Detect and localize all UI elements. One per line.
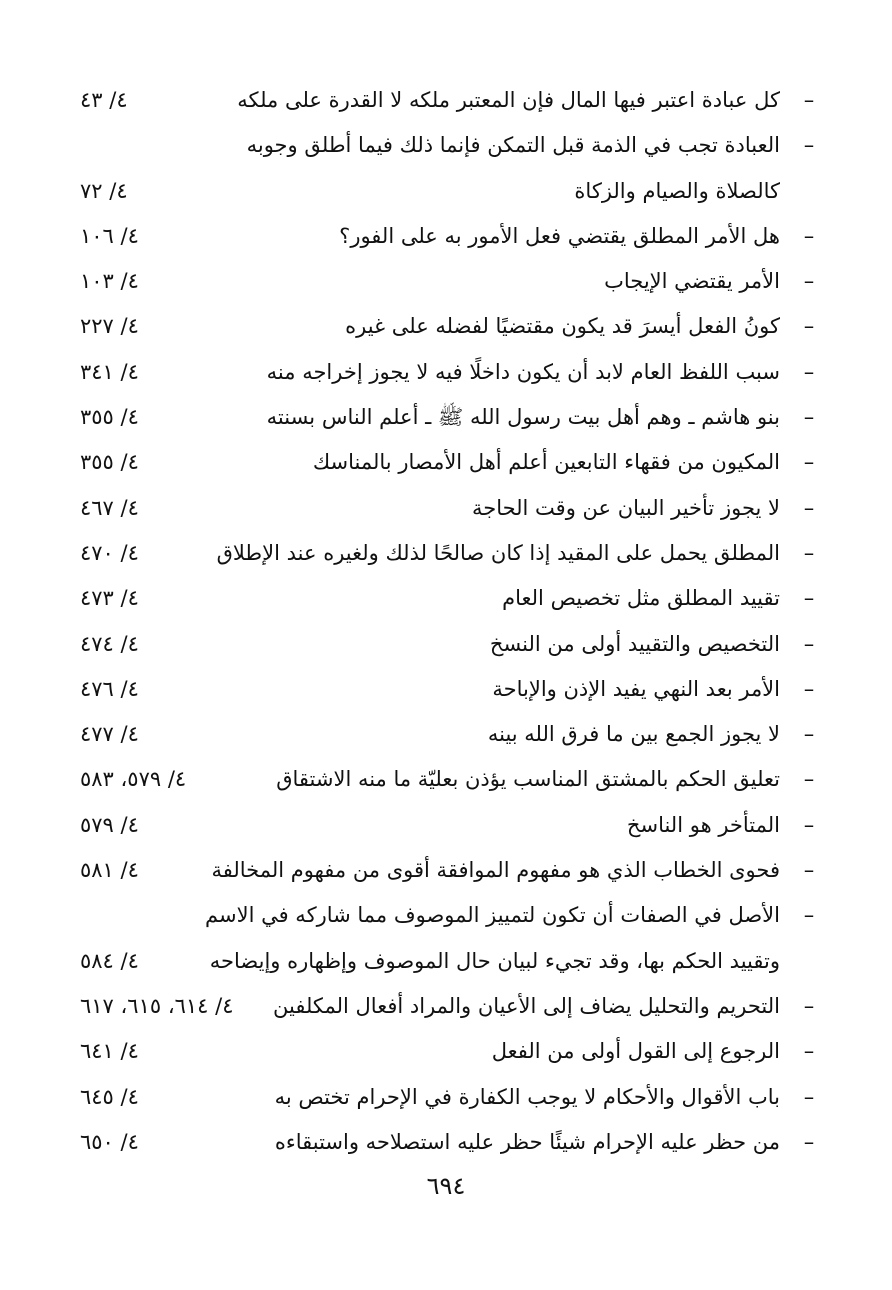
index-entry	[80, 893, 820, 984]
index-entry	[80, 304, 820, 349]
page-reference: ٤/ ٦١٤، ٦١٥، ٦١٧	[80, 993, 234, 1018]
page-number: ٦٩٤	[426, 1172, 466, 1200]
entry-text: تقييد المطلق مثل تخصيص العام	[502, 586, 780, 611]
entry-line	[80, 259, 820, 304]
entry-line	[80, 984, 820, 1029]
bullet-dash: –	[803, 586, 815, 611]
entry-text: سبب اللفظ العام لابد أن يكون داخلًا فيه لا يجوز إخراجه منه	[266, 359, 780, 384]
entry-text: المكيون من فقهاء التابعين أعلم أهل الأمصار بالمناسك	[312, 450, 780, 475]
page-reference: ٤/ ٤٧٠	[80, 540, 139, 565]
page-reference: ٤/ ٥٧٩، ٥٨٣	[80, 767, 187, 792]
entry-text: كالصلاة والصيام والزكاة	[574, 178, 780, 203]
index-entry	[80, 622, 820, 667]
bullet-dash: –	[803, 1084, 815, 1109]
page-reference: ٤/ ٦٤١	[80, 1039, 139, 1064]
bullet-dash: –	[803, 540, 815, 565]
entry-text: وتقييد الحكم بها، وقد تجيء لبيان حال الموصوف وإظهاره وإيضاحه	[209, 948, 780, 973]
entry-text: المطلق يحمل على المقيد إذا كان صالحًا لذلك ولغيره عند الإطلاق	[216, 540, 780, 565]
index-entry	[80, 803, 820, 848]
entry-line	[80, 1120, 820, 1165]
entry-line	[80, 350, 820, 395]
bullet-dash: –	[803, 314, 815, 339]
entry-text: الأمر بعد النهي يفيد الإذن والإباحة	[492, 676, 780, 701]
entry-line	[80, 622, 820, 667]
entry-text: باب الأقوال والأحكام لا يوجب الكفارة في الإحرام تختص به	[274, 1084, 780, 1109]
bullet-dash: –	[803, 631, 815, 656]
page-reference: ٤/ ٣٤١	[80, 359, 139, 384]
bullet-dash: –	[803, 223, 815, 248]
bullet-dash: –	[803, 1039, 815, 1064]
entry-text: هل الأمر المطلق يقتضي فعل الأمور به على الفور؟	[339, 223, 780, 248]
bullet-dash: –	[803, 993, 815, 1018]
index-entry	[80, 440, 820, 485]
entry-line	[80, 576, 820, 621]
entry-line	[80, 667, 820, 712]
page-reference: ٤/ ١٠٦	[80, 223, 139, 248]
page-reference: ٤/ ٤٧٦	[80, 676, 139, 701]
entry-text: الأمر يقتضي الإيجاب	[604, 269, 780, 294]
bullet-dash: –	[803, 676, 815, 701]
entry-line	[80, 848, 820, 893]
bullet-dash: –	[803, 1129, 815, 1154]
entry-line	[80, 939, 820, 984]
bullet-dash: –	[803, 767, 815, 792]
index-entry	[80, 214, 820, 259]
index-entry	[80, 78, 820, 123]
entry-line	[80, 486, 820, 531]
entry-line	[80, 757, 820, 802]
page-reference: ٤/ ٦٥٠	[80, 1129, 139, 1154]
bullet-dash: –	[803, 88, 815, 112]
index-entry	[80, 1120, 820, 1165]
entry-text: كونُ الفعل أيسرَ قد يكون مقتضيًا لفضله على غيره	[345, 314, 780, 339]
entry-text: لا يجوز الجمع بين ما فرق الله بينه	[487, 722, 780, 747]
entry-text: لا يجوز تأخير البيان عن وقت الحاجة	[471, 495, 780, 520]
entry-line	[80, 440, 820, 485]
entry-line	[80, 712, 820, 757]
entry-text: العبادة تجب في الذمة قبل التمكن فإنما ذلك فيما أطلق وجوبه	[246, 133, 780, 158]
index-entry	[80, 259, 820, 304]
index-entry	[80, 1029, 820, 1074]
entry-text: فحوى الخطاب الذي هو مفهوم الموافقة أقوى من مفهوم المخالفة	[211, 858, 780, 883]
bullet-dash: –	[803, 812, 815, 837]
bullet-dash: –	[803, 269, 815, 294]
page-reference: ٤/ ٧٢	[80, 178, 128, 203]
page-reference: ٤/ ٥٧٩	[80, 812, 139, 837]
bullet-dash: –	[803, 405, 815, 430]
index-entry	[80, 1075, 820, 1120]
entry-text: المتأخر هو الناسخ	[626, 812, 780, 837]
page-reference: ٤/ ٤٧٧	[80, 722, 139, 747]
entry-line	[80, 214, 820, 259]
entry-text: من حظر عليه الإحرام شيئًا حظر عليه استصلاحه واستبقاءه	[274, 1129, 780, 1154]
page-reference: ٤/ ٣٥٥	[80, 405, 139, 430]
entry-line	[80, 893, 820, 938]
index-entry	[80, 531, 820, 576]
entry-line	[80, 169, 820, 214]
entry-line	[80, 395, 820, 440]
page-reference: ٤/ ١٠٣	[80, 269, 139, 294]
principles-index-list	[80, 78, 820, 1165]
entry-text: التخصيص والتقييد أولى من النسخ	[489, 631, 780, 656]
entry-line	[80, 1075, 820, 1120]
page-reference: ٤/ ٢٢٧	[80, 314, 139, 339]
index-entry	[80, 395, 820, 440]
page-reference: ٤/ ٥٨١	[80, 858, 139, 883]
bullet-dash: –	[803, 450, 815, 475]
index-entry	[80, 712, 820, 757]
page-reference: ٤/ ٤٧٣	[80, 586, 139, 611]
entry-text: تعليق الحكم بالمشتق المناسب يؤذن بعليّة ما منه الاشتقاق	[276, 767, 780, 792]
index-entry	[80, 757, 820, 802]
index-entry	[80, 848, 820, 893]
page-reference: ٤/ ٤٧٤	[80, 631, 139, 656]
index-entry	[80, 984, 820, 1029]
page-reference: ٤/ ٥٨٤	[80, 948, 139, 973]
page-reference: ٤/ ٤٦٧	[80, 495, 139, 520]
entry-text: كل عبادة اعتبر فيها المال فإن المعتبر ملكه لا القدرة على ملكه	[237, 88, 780, 112]
entry-line	[80, 531, 820, 576]
page-reference: ٤/ ٣٥٥	[80, 450, 139, 475]
entry-text: الرجوع إلى القول أولى من الفعل	[491, 1039, 780, 1064]
page-reference: ٤/ ٦٤٥	[80, 1084, 139, 1109]
entry-text: التحريم والتحليل يضاف إلى الأعيان والمراد أفعال المكلفين	[273, 993, 780, 1018]
bullet-dash: –	[803, 359, 815, 384]
bullet-dash: –	[803, 858, 815, 883]
entry-line	[80, 304, 820, 349]
index-entry	[80, 350, 820, 395]
bullet-dash: –	[803, 133, 815, 158]
entry-text: الأصل في الصفات أن تكون لتمييز الموصوف مما شاركه في الاسم	[205, 903, 780, 928]
index-entry	[80, 576, 820, 621]
page-reference: ٤/ ٤٣	[80, 88, 128, 112]
index-entry	[80, 123, 820, 214]
entry-line	[80, 123, 820, 168]
bullet-dash: –	[803, 722, 815, 747]
entry-text: بنو هاشم ـ وهم أهل بيت رسول الله ﷺ ـ أعلم الناس بسنته	[266, 405, 780, 430]
bullet-dash: –	[803, 495, 815, 520]
index-entry	[80, 667, 820, 712]
entry-line	[80, 78, 820, 123]
entry-line	[80, 803, 820, 848]
bullet-dash: –	[803, 903, 815, 928]
entry-line	[80, 1029, 820, 1074]
index-entry	[80, 486, 820, 531]
